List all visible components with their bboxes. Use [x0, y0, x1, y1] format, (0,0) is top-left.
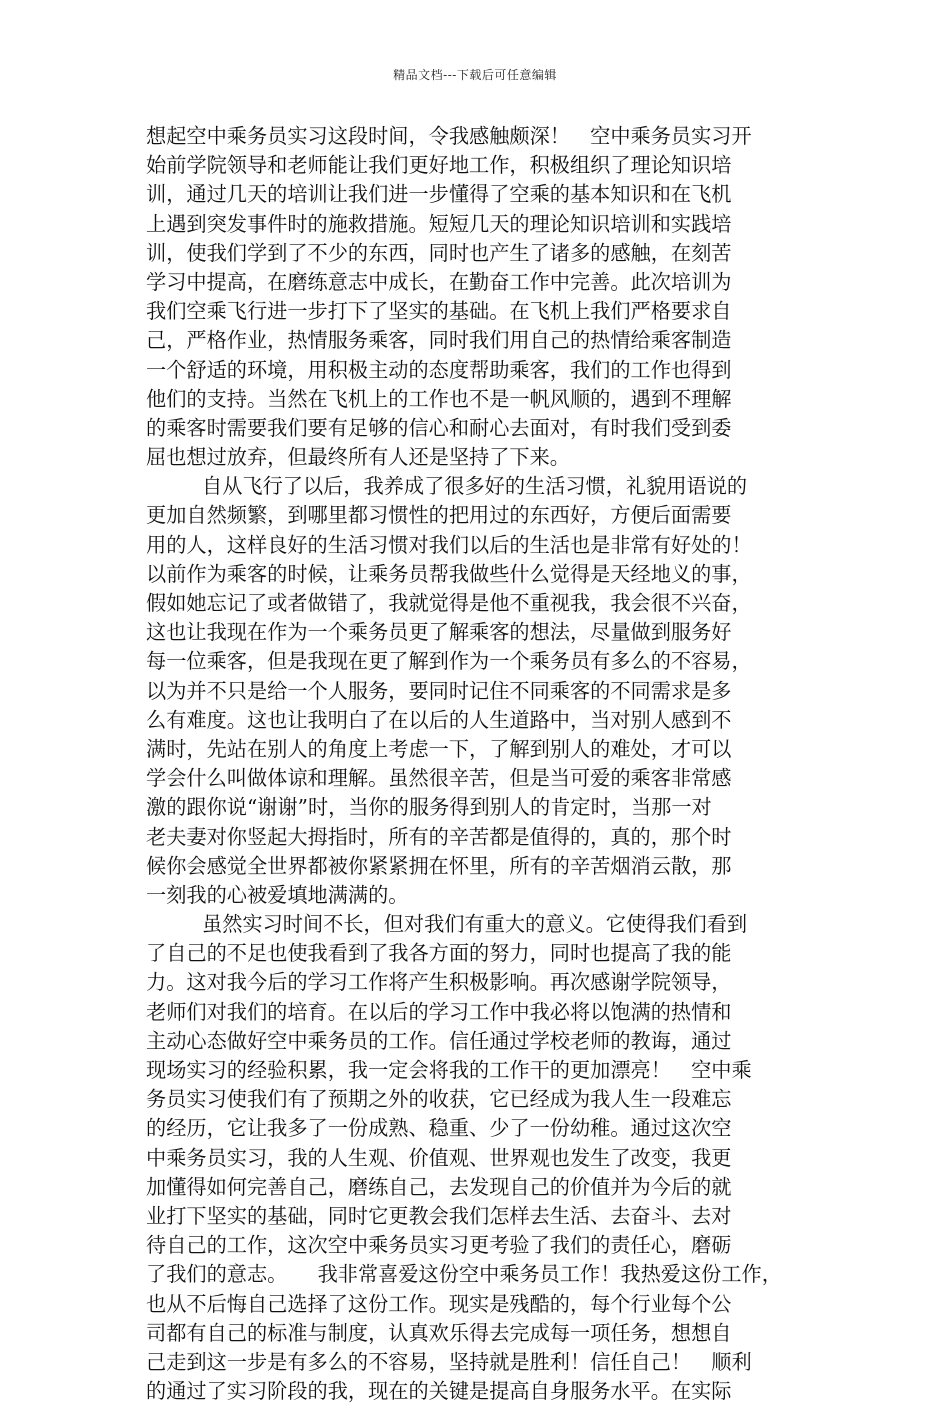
- text-line: 了我们的意志。 我非常喜爱这份空中乘务员工作！我热爱这份工作，: [146, 1262, 782, 1287]
- text-line: 屈也想过放弃，但最终所有人还是坚持了下来。: [146, 445, 570, 470]
- text-line: 用的人，这样良好的生活习惯对我们以后的生活也是非常有好处的！: [146, 532, 752, 557]
- text-line: 加懂得如何完善自己，磨练自己，去发现自己的价值并为今后的就: [146, 1174, 732, 1199]
- text-line: 上遇到突发事件时的施救措施。短短几天的理论知识培训和实践培: [146, 211, 732, 236]
- text-line: 的通过了实习阶段的我，现在的关键是提高自身服务水平。在实际: [146, 1379, 732, 1404]
- text-line: 力。这对我今后的学习工作将产生积极影响。再次感谢学院领导，: [146, 970, 732, 995]
- text-line: 一刻我的心被爱填地满满的。: [146, 882, 409, 907]
- text-line: 一个舒适的环境，用积极主动的态度帮助乘客，我们的工作也得到: [146, 357, 732, 382]
- text-line: 司都有自己的标准与制度，认真欢乐得去完成每一项任务，想想自: [146, 1320, 732, 1345]
- text-line: 现场实习的经验积累，我一定会将我的工作干的更加漂亮！ 空中乘: [146, 1058, 752, 1082]
- text-line: 始前学院领导和老师能让我们更好地工作，积极组织了理论知识培: [146, 153, 732, 178]
- text-line: 我们空乘飞行进一步打下了坚实的基础。在飞机上我们严格要求自: [146, 299, 732, 324]
- text-line: 激的跟你说“谢谢”时，当你的服务得到别人的肯定时，当那一对: [146, 795, 712, 820]
- text-line: 业打下坚实的基础，同时它更教会我们怎样去生活、去奋斗、去对: [146, 1203, 732, 1228]
- text-line: 中乘务员实习，我的人生观、价值观、世界观也发生了改变，我更: [146, 1145, 732, 1170]
- text-line: 学会什么叫做体谅和理解。虽然很辛苦，但是当可爱的乘客非常感: [146, 766, 732, 791]
- text-line: 学习中提高，在磨练意志中成长，在勤奋工作中完善。此次培训为: [146, 269, 732, 294]
- text-line: 他们的支持。当然在飞机上的工作也不是一帆风顺的，遇到不理解: [146, 386, 732, 411]
- text-line: 候你会感觉全世界都被你紧紧拥在怀里，所有的辛苦烟消云散，那: [146, 853, 732, 878]
- text-line: 老师们对我们的培育。在以后的学习工作中我必将以饱满的热情和: [146, 999, 732, 1024]
- text-line: 想起空中乘务员实习这段时间，令我感触颇深！ 空中乘务员实习开: [146, 124, 752, 148]
- text-line: 也从不后悔自己选择了这份工作。现实是残酷的，每个行业每个公: [146, 1291, 732, 1316]
- text-line: 的乘客时需要我们要有足够的信心和耐心去面对，有时我们受到委: [146, 415, 732, 440]
- text-line: 的经历，它让我多了一份成熟、稳重、少了一份幼稚。通过这次空: [146, 1116, 732, 1141]
- text-line: 自从飞行了以后，我养成了很多好的生活习惯，礼貌用语说的: [202, 474, 748, 499]
- text-line: 每一位乘客，但是我现在更了解到作为一个乘务员有多么的不容易，: [146, 649, 752, 674]
- text-line: 这也让我现在作为一个乘务员更了解乘客的想法，尽量做到服务好: [146, 620, 732, 645]
- text-line: 训，通过几天的培训让我们进一步懂得了空乘的基本知识和在飞机: [146, 182, 732, 207]
- text-line: 更加自然频繁，到哪里都习惯性的把用过的东西好，方便后面需要: [146, 503, 732, 528]
- text-line: 己走到这一步是有多么的不容易，坚持就是胜利！信任自己！ 顺利: [146, 1349, 752, 1374]
- body-text: [146, 122, 816, 1406]
- page-header: 精品文档---下载后可任意编辑: [393, 68, 557, 82]
- text-line: 以为并不只是给一个人服务，要同时记住不同乘客的不同需求是多: [146, 678, 732, 703]
- text-line: 么有难度。这也让我明白了在以后的人生道路中，当对别人感到不: [146, 707, 732, 732]
- text-line: 老夫妻对你竖起大拇指时，所有的辛苦都是值得的，真的，那个时: [146, 824, 732, 849]
- text-line: 待自己的工作，这次空中乘务员实习更考验了我们的责任心，磨砺: [146, 1233, 732, 1258]
- text-line: 了自己的不足也使我看到了我各方面的努力，同时也提高了我的能: [146, 941, 732, 966]
- text-line: 满时，先站在别人的角度上考虑一下，了解到别人的难处，才可以: [146, 736, 732, 761]
- text-line: 以前作为乘客的时候，让乘务员帮我做些什么觉得是天经地义的事，: [146, 561, 752, 586]
- text-line: 假如她忘记了或者做错了，我就觉得是他不重视我，我会很不兴奋，: [146, 591, 752, 615]
- text-line: 虽然实习时间不长，但对我们有重大的意义。它使得我们看到: [202, 912, 748, 937]
- text-line: 主动心态做好空中乘务员的工作。信任通过学校老师的教诲，通过: [146, 1028, 732, 1053]
- text-line: 训，使我们学到了不少的东西，同时也产生了诸多的感触，在刻苦: [146, 240, 732, 265]
- text-line: 务员实习使我们有了预期之外的收获，它已经成为我人生一段难忘: [146, 1087, 732, 1112]
- text-line: 己，严格作业，热情服务乘客，同时我们用自己的热情给乘客制造: [146, 328, 732, 353]
